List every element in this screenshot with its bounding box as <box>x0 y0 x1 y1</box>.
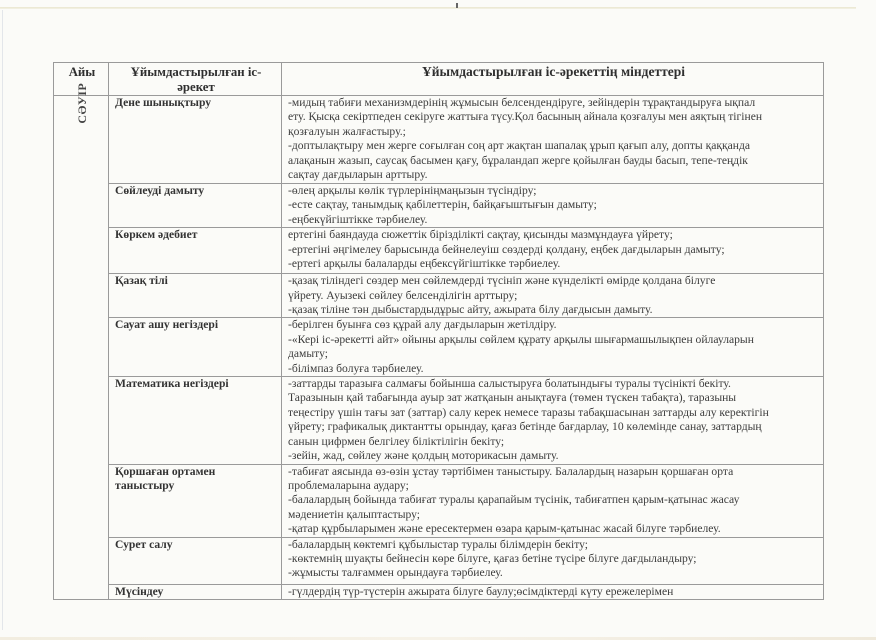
activity-tasks <box>282 464 824 537</box>
task-line: -«Кері іс-әрекетті айт» ойыны арқылы сөйлем құрату арқылы шығармашылықпен ойлауларын <box>288 332 754 346</box>
task-line: үйрету. Ауызекі сөйлеу белсенділігін арттыру; <box>288 288 518 302</box>
activity-name: Қоршаған ортамен таныстыру <box>109 464 282 537</box>
scan-edge-left <box>2 10 3 630</box>
table-row <box>54 228 824 274</box>
task-line: -еңбекүйгіштікке тәрбиелеу. <box>288 212 428 226</box>
task-line: -балалардың көктемгі құбылыстар туралы білімдерін бекіту; <box>288 537 589 551</box>
activity-name: Қазақ тілі <box>109 274 282 318</box>
task-line: санын цифрмен белгілеу біліктілігін бекіту; <box>288 434 505 448</box>
scan-edge-top <box>0 7 856 9</box>
task-line: қозғалуын жалғастыру.; <box>288 124 406 138</box>
task-line: үйрету; графикалық диктантты орындау, қағаз бетінде бағдарлау, 10 көлемінде санау, заттардың <box>288 420 762 434</box>
activity-name: Көркем әдебиет <box>109 228 282 274</box>
activity-tasks <box>282 228 824 274</box>
task-line: сақтау дағдыларын арттыру. <box>288 168 428 182</box>
activity-name: Сөйлеуді дамыту <box>109 184 282 228</box>
table-row <box>54 464 824 537</box>
activity-tasks <box>282 318 824 377</box>
activity-name: Сауат ашу негіздері <box>109 318 282 377</box>
table-row <box>54 318 824 377</box>
activity-tasks <box>282 537 824 584</box>
table-row <box>54 537 824 584</box>
activity-tasks <box>282 96 824 184</box>
task-line: теңестіру үшін тағы зат (заттар) салу керек немесе таразы табақшасынан заттарды алу керектігін <box>288 405 769 419</box>
task-line: -жұмысты талғаммен орындауға тәрбиелеу. <box>288 566 503 580</box>
task-line: -есте сақтау, танымдық қабілеттерін, байқағыштығын дамыту; <box>288 198 597 212</box>
task-line: -өлең арқылы көлік түрлерініңмаңызын түсіндіру; <box>288 184 537 197</box>
header-row <box>54 63 824 96</box>
task-line: проблемаларына аудару; <box>288 478 409 492</box>
header-tasks: Ұйымдастырылған іс-әрекеттің міндеттері <box>282 63 824 96</box>
activity-name: Сурет салу <box>109 537 282 584</box>
task-line: -балалардың бойында табиғат туралы қарапайым түсінік, табиғатпен қарым-қатынас жасау <box>288 493 740 507</box>
task-line: -білімпаз болуға тәрбиелеу. <box>288 361 424 375</box>
task-line: ету. Қысқа секіртпеден секіруге жаттыға түсу.Қол басының айнала қозғалуы мен аяқтың тігінен <box>288 110 763 124</box>
header-activity: Ұйымдастырылған іс-әрекет <box>109 63 282 96</box>
activity-tasks <box>282 274 824 318</box>
task-line: ертегіні баяндауда сюжеттік бірізділікті сақтау, қисынды мазмұндауға үйрету; <box>288 228 673 242</box>
month-cell <box>54 82 109 600</box>
task-line: -мидың табиғи механизмдерінің жұмысын белсендендіруге, зейіндерін тұрақтандыруға ықпал <box>288 96 756 109</box>
task-line: -ертегіні әңгімелеу барысында бейнелеуіш сөздерді қолдану, еңбек дағдыларын дамыту; <box>288 242 725 256</box>
task-line: -қазақ тіліне тән дыбыстардыдұрыс айту, ажырата білу дағдысын дамыту. <box>288 303 653 317</box>
activity-name: Мүсіндеу <box>109 584 282 599</box>
task-line: -табиғат аясында өз-өзін ұстау тәртібімен таныстыру. Балалардың назарын қоршаған орта <box>288 464 734 478</box>
table-row <box>54 377 824 464</box>
activity-tasks <box>282 377 824 464</box>
table-row <box>54 184 824 228</box>
activity-plan-table <box>53 62 824 600</box>
month-label: СӘУІР <box>74 82 89 124</box>
scan-mark <box>456 3 458 8</box>
table-row <box>54 96 824 184</box>
table-row <box>54 584 824 599</box>
task-line: Таразынын қай табағында ауыр зат жатқанын анықтауға (төмен түскен табақта), таразыны <box>288 391 737 405</box>
task-line: алақанын жазып, саусақ басымен қағу, бұраландап жерге қойылған бауды басып, тепе-теңдік <box>288 153 748 167</box>
task-line: -зейін, жад, сөйлеу және қолдың моторикасын дамыту. <box>288 449 559 463</box>
task-line: -доптылақтыру мен жерге соғылған соң арт жақтан шапалақ ұрып қағып алу, допты қаққанда <box>288 139 751 153</box>
task-line: -қазақ тіліндегі сөздер мен сөйлемдерді түсініп және күнделікті өмірде қолдана білуге <box>288 274 716 288</box>
task-line: -гүлдердің түр-түстерін ажырата білуге баулу;өсімдіктерді күту ережелерімен <box>288 584 674 598</box>
task-line: -заттарды таразыға салмағы бойынша салыстыруға болатындығы туралы түсінікті бекіту. <box>288 377 731 391</box>
activity-name: Математика негіздері <box>109 377 282 464</box>
task-line: -берілген буынға сөз құрай алу дағдыларын жетілдіру. <box>288 318 557 332</box>
table-row <box>54 274 824 318</box>
header-month: Айы <box>54 63 109 96</box>
task-line: -қатар құрбыларымен және ересектермен өзара қарым-қатынас жасай білуге тәрбиелеу. <box>288 522 721 536</box>
task-line: мәдениетін қалыптастыру; <box>288 507 420 521</box>
activity-tasks <box>282 584 824 599</box>
task-line: -көктемнің шуақты бейнесін көре білуге, қағаз бетіне түсіре білуге дағдыландыру; <box>288 551 697 565</box>
task-line: дамыту; <box>288 347 328 361</box>
activity-name: Дене шынықтыру <box>109 96 282 184</box>
activity-tasks <box>282 184 824 228</box>
task-line: -ертегі арқылы балаларды еңбексүйгіштікке тәрбиелеу. <box>288 257 561 271</box>
